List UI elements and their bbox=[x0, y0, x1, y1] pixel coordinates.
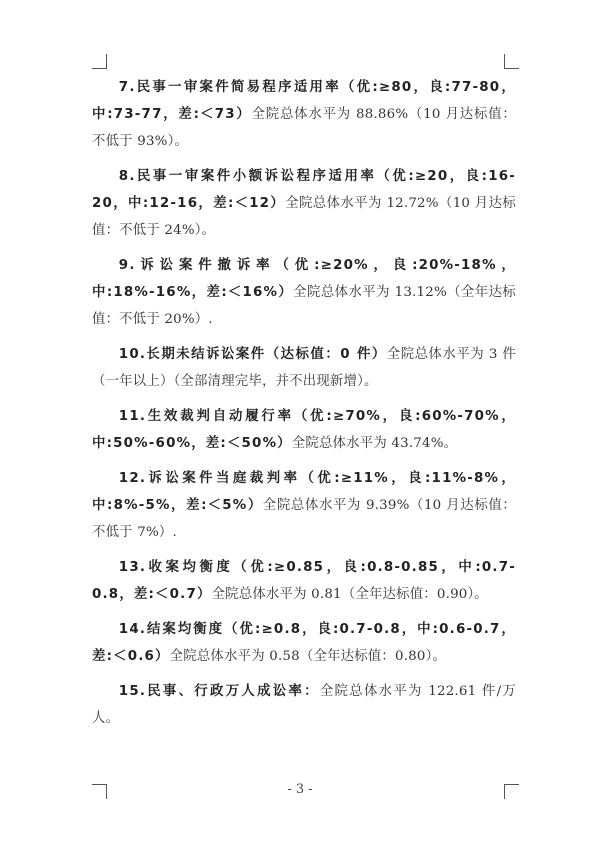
indicator-title: 11.生效裁判自动履行率（优:≥70%，良:60%-70%，中:50%-60%，差:＜50%） bbox=[92, 409, 516, 451]
indicator-item-11 bbox=[92, 403, 516, 457]
indicator-title: 14.结案均衡度（优:≥0.8，良:0.7-0.8，中:0.6-0.7，差:＜0.6） bbox=[92, 622, 516, 664]
indicator-title: 8.民事一审案件小额诉讼程序适用率（优:≥20，良:16-20，中:12-16，差:＜12） bbox=[92, 169, 516, 211]
indicator-item-12 bbox=[92, 465, 516, 546]
crop-mark-top-right bbox=[504, 54, 519, 69]
indicator-result: 全院总体水平为 88.86%（10 月达标值：不低于 93%）。 bbox=[92, 107, 516, 149]
indicator-item-13 bbox=[92, 554, 516, 608]
indicator-item-15 bbox=[92, 678, 516, 732]
crop-mark-top-left bbox=[92, 54, 107, 69]
indicator-title: 15.民事、行政万人成讼率： bbox=[118, 684, 320, 699]
indicator-title: 9.诉讼案件撤诉率（优:≥20%，良:20%-18%，中:18%-16%，差:＜16%） bbox=[92, 258, 516, 300]
indicator-result: 全院总体水平为 13.12%（全年达标值：不低于 20%）. bbox=[92, 285, 516, 327]
indicator-result: 全院总体水平为 9.39%（10 月达标值：不低于 7%）. bbox=[92, 498, 516, 540]
indicator-result: 全院总体水平为 43.74%。 bbox=[291, 436, 458, 451]
indicator-title: 12.诉讼案件当庭裁判率（优:≥11%，良:11%-8%，中:8%-5%，差:＜5%） bbox=[92, 471, 516, 513]
indicator-result: 全院总体水平为 0.81（全年达标值：0.90）。 bbox=[211, 587, 488, 602]
indicator-title: 10.长期未结诉讼案件（达标值：0 件） bbox=[118, 347, 387, 362]
indicator-item-8 bbox=[92, 163, 516, 244]
indicator-result: 全院总体水平为 0.58（全年达标值：0.80）。 bbox=[169, 649, 447, 664]
indicator-item-9 bbox=[92, 252, 516, 333]
indicator-result: 全院总体水平为 3 件（一年以上）（全部清理完毕，并不出现新增）。 bbox=[92, 347, 517, 389]
page-number: - 3 - bbox=[287, 782, 313, 797]
indicator-item-14 bbox=[92, 616, 516, 670]
indicator-title: 7.民事一审案件简易程序适用率（优:≥80，良:77-80，中:73-77，差:＜73） bbox=[92, 80, 516, 122]
indicator-item-10 bbox=[92, 341, 516, 395]
indicator-result: 全院总体水平为 122.61 件/万人。 bbox=[92, 684, 516, 726]
document-body bbox=[92, 74, 516, 740]
indicator-item-7 bbox=[92, 74, 516, 155]
indicator-title: 13.收案均衡度（优:≥0.85，良:0.8-0.85，中:0.7-0.8，差:＜0.7） bbox=[92, 560, 516, 602]
indicator-result: 全院总体水平为 12.72%（10 月达标值：不低于 24%）。 bbox=[92, 196, 516, 238]
